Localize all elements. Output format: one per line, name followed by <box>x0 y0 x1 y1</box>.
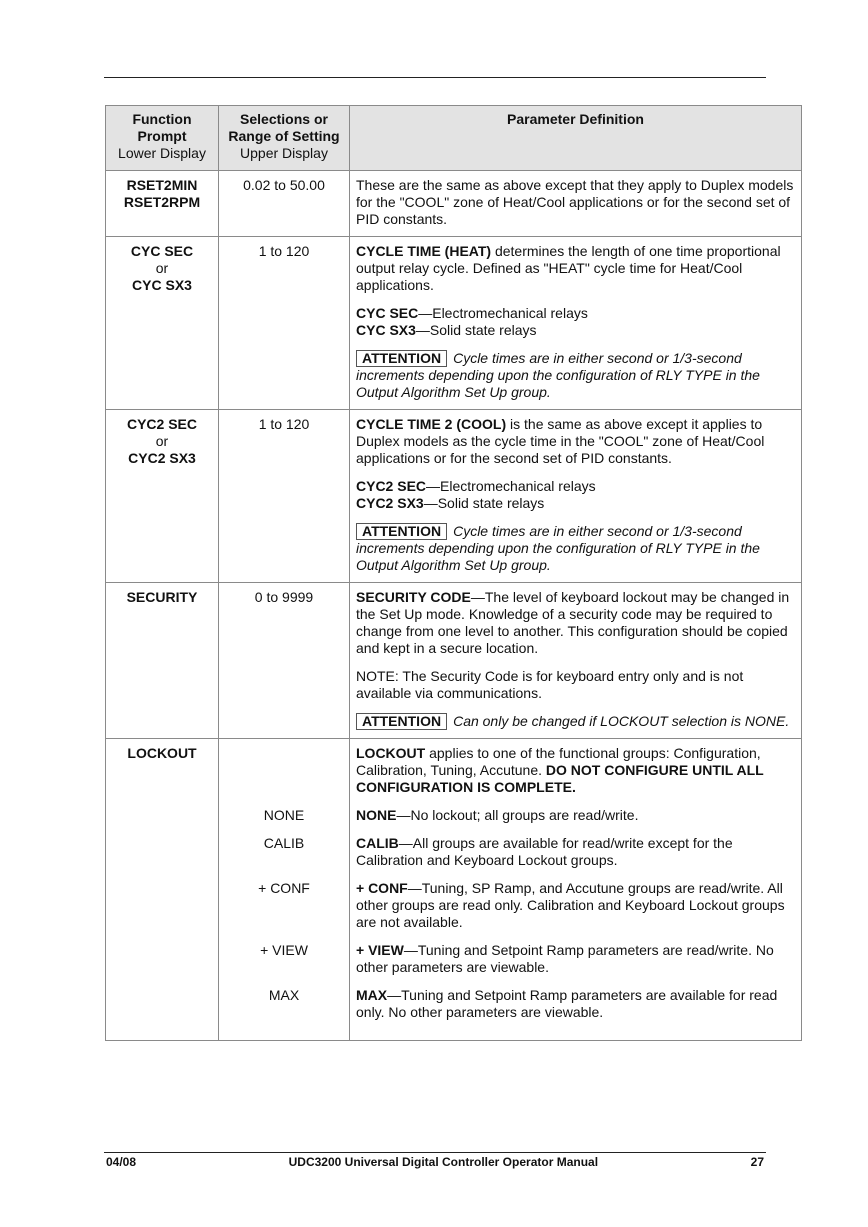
lockout-selection: NONE <box>263 807 305 823</box>
definition-cell: These are the same as above except that they apply to Duplex models for the "COOL" zone of Heat/Cool applications or for the second set of PID constants. <box>350 171 802 237</box>
header-parameter-definition: Parameter Definition <box>350 106 802 171</box>
prompt-cell: CYC SEC or CYC SX3 <box>106 237 219 410</box>
page-number: 27 <box>750 1155 764 1169</box>
prompt-cell: LOCKOUT <box>106 739 219 1041</box>
lockout-selection: CALIB <box>263 835 305 851</box>
definition-cell: LOCKOUT applies to one of the functional groups: Configuration, Calibration, Tuning, Accutune. DO NOT CONFIGURE UNTIL ALL CONFIGURATION IS COMPLETE. NONE—No lockout; all groups are read/write. CALIB—All groups are available for read/write except for the Calibration and Keyboard Lockout groups. + CONF—Tuning, SP Ramp, and Accutune groups are read/write. All other groups are read only. Calibration and Keyboard Lockout groups are not available. + VIEW—Tuning and Setpoint Ramp parameters are read/write. No other parameters are viewable. MAX—Tuning and Setpoint Ramp parameters are available for read only. No other parameters are viewable. <box>350 739 802 1041</box>
attention-label: ATTENTION <box>356 350 447 367</box>
table-row <box>106 237 802 410</box>
range-cell: 0.02 to 50.00 <box>219 171 350 237</box>
prompt-cell: CYC2 SEC or CYC2 SX3 <box>106 410 219 583</box>
table-header-row <box>106 106 802 171</box>
footer-date: 04/08 <box>106 1155 137 1169</box>
lockout-definition: + VIEW—Tuning and Setpoint Ramp parameters are read/write. No other parameters are viewable. <box>356 942 774 975</box>
attention-label: ATTENTION <box>356 713 447 730</box>
table-row <box>106 171 802 237</box>
footer-rule <box>104 1152 766 1153</box>
range-cell: 1 to 120 <box>219 237 350 410</box>
definition-cell: SECURITY CODE—The level of keyboard lockout may be changed in the Set Up mode. Knowledge of a security code may be required to change from one level to another. This configuration should be copied and kept in a secure location. NOTE: The Security Code is for keyboard entry only and is not available via communications. ATTENTION Can only be changed if LOCKOUT selection is NONE. <box>350 583 802 739</box>
header-function-prompt: Function Prompt Lower Display <box>106 106 219 171</box>
page-footer <box>106 1155 764 1169</box>
definition-cell: CYCLE TIME 2 (COOL) is the same as above except it applies to Duplex models as the cycle time in the "COOL" zone of Heat/Cool applications or for the second set of PID constants. CYC2 SEC—Electromechanical relays CYC2 SX3—Solid state relays ATTENTION Cycle times are in either second or 1/3-second increments depending upon the configuration of RLY TYPE in the Output Algorithm Set Up group. <box>350 410 802 583</box>
header-rule <box>104 77 766 78</box>
range-cell <box>219 739 350 1041</box>
attention-note: ATTENTION Can only be changed if LOCKOUT selection is NONE. <box>356 713 795 730</box>
range-cell: 1 to 120 <box>219 410 350 583</box>
parameter-table <box>105 105 802 1041</box>
table-row <box>106 583 802 739</box>
attention-label: ATTENTION <box>356 523 447 540</box>
attention-note: ATTENTION Cycle times are in either second or 1/3-second increments depending upon the configuration of RLY TYPE in the Output Algorithm Set Up group. <box>356 523 760 573</box>
lockout-definition: + CONF—Tuning, SP Ramp, and Accutune groups are read/write. All other groups are read only. Calibration and Keyboard Lockout groups are not available. <box>356 880 785 930</box>
lockout-definition: CALIB—All groups are available for read/write except for the Calibration and Keyboard Lockout groups. <box>356 835 733 868</box>
prompt-cell: RSET2MIN RSET2RPM <box>106 171 219 237</box>
attention-note: ATTENTION Cycle times are in either second or 1/3-second increments depending upon the configuration of RLY TYPE in the Output Algorithm Set Up group. <box>356 350 760 400</box>
lockout-selection: + VIEW <box>260 942 308 958</box>
range-cell: 0 to 9999 <box>219 583 350 739</box>
lockout-selection: + CONF <box>258 880 310 896</box>
header-selections: Selections or Range of Setting Upper Display <box>219 106 350 171</box>
footer-title: UDC3200 Universal Digital Controller Operator Manual <box>288 1155 599 1169</box>
table-row <box>106 739 802 1041</box>
definition-cell: CYCLE TIME (HEAT) determines the length of one time proportional output relay cycle. Defined as "HEAT" cycle time for Heat/Cool applications. CYC SEC—Electromechanical relays CYC SX3—Solid state relays ATTENTION Cycle times are in either second or 1/3-second increments depending upon the configuration of RLY TYPE in the Output Algorithm Set Up group. <box>350 237 802 410</box>
prompt-cell: SECURITY <box>106 583 219 739</box>
lockout-definition: NONE—No lockout; all groups are read/write. <box>356 807 639 823</box>
lockout-selection: MAX <box>268 987 300 1003</box>
lockout-definition: MAX—Tuning and Setpoint Ramp parameters are available for read only. No other parameters are viewable. <box>356 987 778 1020</box>
table-row <box>106 410 802 583</box>
